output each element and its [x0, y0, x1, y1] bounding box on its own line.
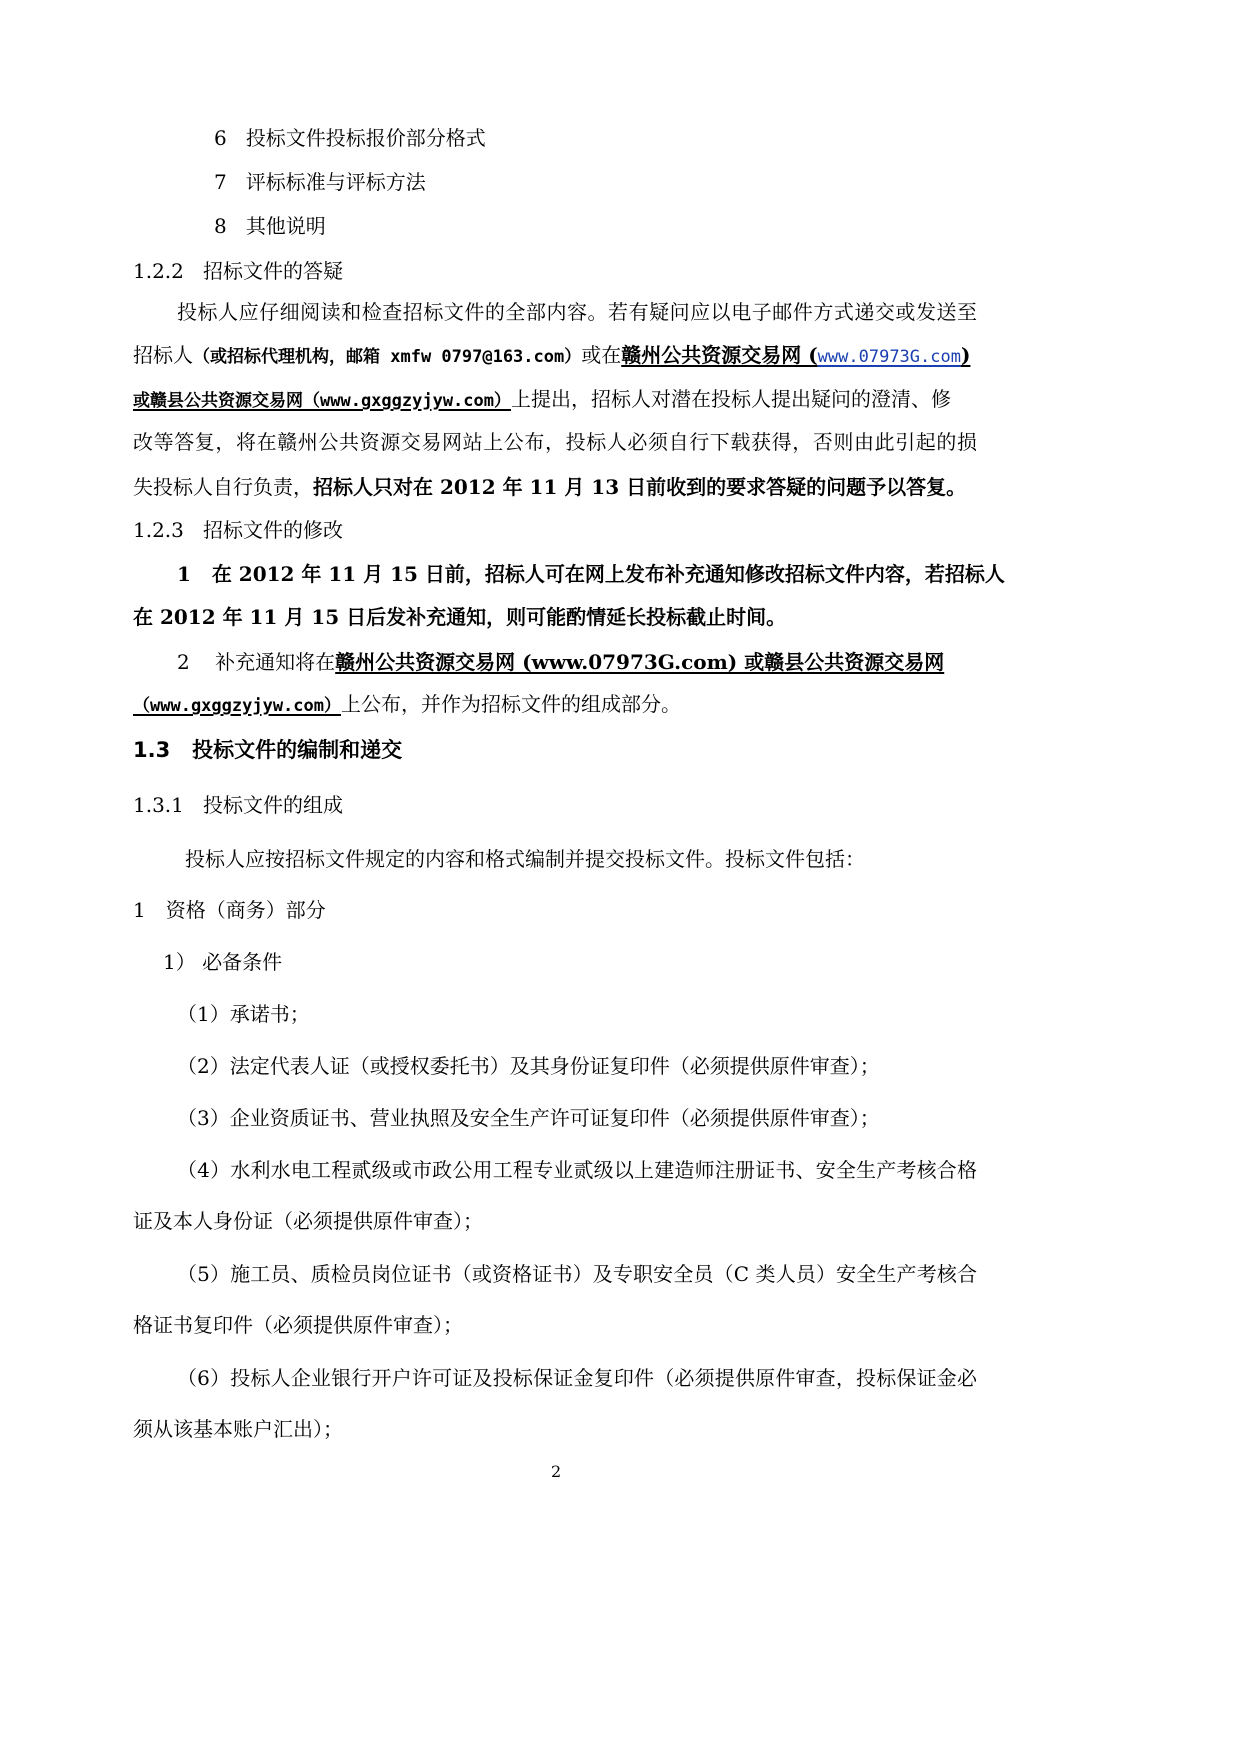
- paragraph-text: 上提出，招标人对潜在投标人提出疑问的澄清、修: [511, 387, 951, 411]
- section-number: 1.2.3: [133, 518, 184, 542]
- requirement-text: （5）施工员、质检员岗位证书（或资格证书）及专职安全员（C 类人员）安全生产考核合: [177, 1262, 977, 1286]
- ganzhou-site-close: ): [960, 343, 971, 367]
- part-heading: [133, 896, 326, 924]
- section-title: 投标文件的编制和递交: [192, 738, 403, 762]
- section-heading-1-2-2: [133, 257, 343, 285]
- list-number: 2: [177, 650, 190, 674]
- paragraph-line-contact: [133, 341, 970, 371]
- section-heading-1-3-1: [133, 791, 343, 819]
- toc-item-8: [214, 212, 326, 240]
- requirement-item: [177, 1260, 977, 1288]
- section-title: 招标文件的答疑: [202, 259, 343, 283]
- ganzhou-site-name: 赣州公共资源交易网 (: [621, 343, 818, 367]
- requirement-text: 证及本人身份证（必须提供原件审查）；: [133, 1209, 483, 1233]
- requirement-text: （3）企业资质证书、营业执照及安全生产许可证复印件（必须提供原件审查）；: [177, 1106, 880, 1130]
- requirement-item-cont: [133, 1207, 483, 1235]
- sub-heading: [163, 948, 282, 976]
- list-item-2: [177, 648, 944, 676]
- list-item-1-cont: [133, 603, 786, 631]
- paragraph-text: 招标人: [133, 343, 193, 367]
- requirement-text: （4）水利水电工程贰级或市政公用工程专业贰级以上建造师注册证书、安全生产考核合格: [177, 1158, 977, 1182]
- list-item-1: [177, 560, 1005, 588]
- requirement-text: （2）法定代表人证（或授权委托书）及其身份证复印件（必须提供原件审查）；: [177, 1054, 880, 1078]
- section-title: 投标文件的组成: [202, 793, 343, 817]
- website-links[interactable]: 赣州公共资源交易网 (www.07973G.com) 或赣县公共资源交易网: [335, 650, 945, 674]
- section-number: 1.2.2: [133, 259, 184, 283]
- section-number: 1.3.1: [133, 793, 184, 817]
- paragraph-text: 改等答复，将在赣州公共资源交易网站上公布，投标人必须自行下载获得，否则由此引起的损: [133, 430, 977, 454]
- section-title: 招标文件的修改: [202, 518, 343, 542]
- requirement-text: 须从该基本账户汇出）；: [133, 1417, 343, 1441]
- toc-item-number: 8: [214, 214, 227, 238]
- toc-item-number: 6: [214, 126, 227, 150]
- paragraph-text: 或在: [581, 343, 622, 367]
- paragraph-text: 失投标人自行负责，: [133, 475, 313, 499]
- section-heading-1-3: [133, 736, 402, 764]
- toc-item-number: 7: [214, 170, 227, 194]
- list-text: 上公布，并作为招标文件的组成部分。: [341, 692, 681, 716]
- toc-item-text: 评标标准与评标方法: [245, 170, 426, 194]
- requirement-text: （6）投标人企业银行开户许可证及投标保证金复印件（必须提供原件审查，投标保证金必: [177, 1366, 977, 1390]
- section-heading-1-2-3: [133, 516, 343, 544]
- ganxian-site-link[interactable]: 或赣县公共资源交易网（www.gxggzyjyw.com）: [133, 391, 511, 411]
- ganzhou-site-link[interactable]: www.07973G.com: [817, 347, 961, 367]
- toc-item-text: 投标文件投标报价部分格式: [245, 126, 486, 150]
- requirement-text: （1）承诺书；: [177, 1002, 310, 1026]
- list-item-2-cont: [133, 690, 681, 720]
- requirement-item: [177, 1104, 880, 1132]
- list-text: 在 2012 年 11 月 15 日前，招标人可在网上发布补充通知修改招标文件内容，若招标人: [211, 562, 1005, 586]
- requirement-item: [177, 1052, 880, 1080]
- list-text: 在 2012 年 11 月 15 日后发补充通知，则可能酌情延长投标截止时间。: [133, 605, 787, 629]
- section-number: 1.3: [133, 738, 171, 762]
- list-number: 1: [177, 562, 191, 586]
- paragraph-line: [185, 845, 865, 873]
- list-text: 补充通知将在: [215, 650, 336, 674]
- paragraph-line: [133, 473, 966, 501]
- sub-title: 1） 必备条件: [163, 950, 283, 974]
- requirement-text: 格证书复印件（必须提供原件审查）；: [133, 1313, 463, 1337]
- paragraph-line: [133, 428, 977, 456]
- requirement-item-cont: [133, 1311, 463, 1339]
- paragraph-line: [177, 298, 977, 326]
- requirement-item: [177, 1156, 977, 1184]
- requirement-item: [177, 1000, 310, 1028]
- page-number: 2: [551, 1462, 562, 1481]
- agency-email-note: （或招标代理机构，邮箱 xmfw 0797@163.com）: [193, 347, 582, 367]
- part-title: 1 资格（商务）部分: [133, 898, 326, 922]
- deadline-note: 招标人只对在 2012 年 11 月 13 日前收到的要求答疑的问题予以答复。: [313, 475, 967, 499]
- ganxian-site-link[interactable]: （www.gxggzyjyw.com）: [133, 696, 341, 716]
- toc-item-7: [214, 168, 426, 196]
- toc-item-6: [214, 124, 486, 152]
- paragraph-text: 投标人应仔细阅读和检查招标文件的全部内容。若有疑问应以电子邮件方式递交或发送至: [177, 300, 977, 324]
- requirement-item: [177, 1364, 977, 1392]
- paragraph-text: 投标人应按招标文件规定的内容和格式编制并提交投标文件。投标文件包括：: [185, 847, 865, 871]
- paragraph-line: [133, 385, 951, 415]
- requirement-item-cont: [133, 1415, 343, 1443]
- toc-item-text: 其他说明: [245, 214, 326, 238]
